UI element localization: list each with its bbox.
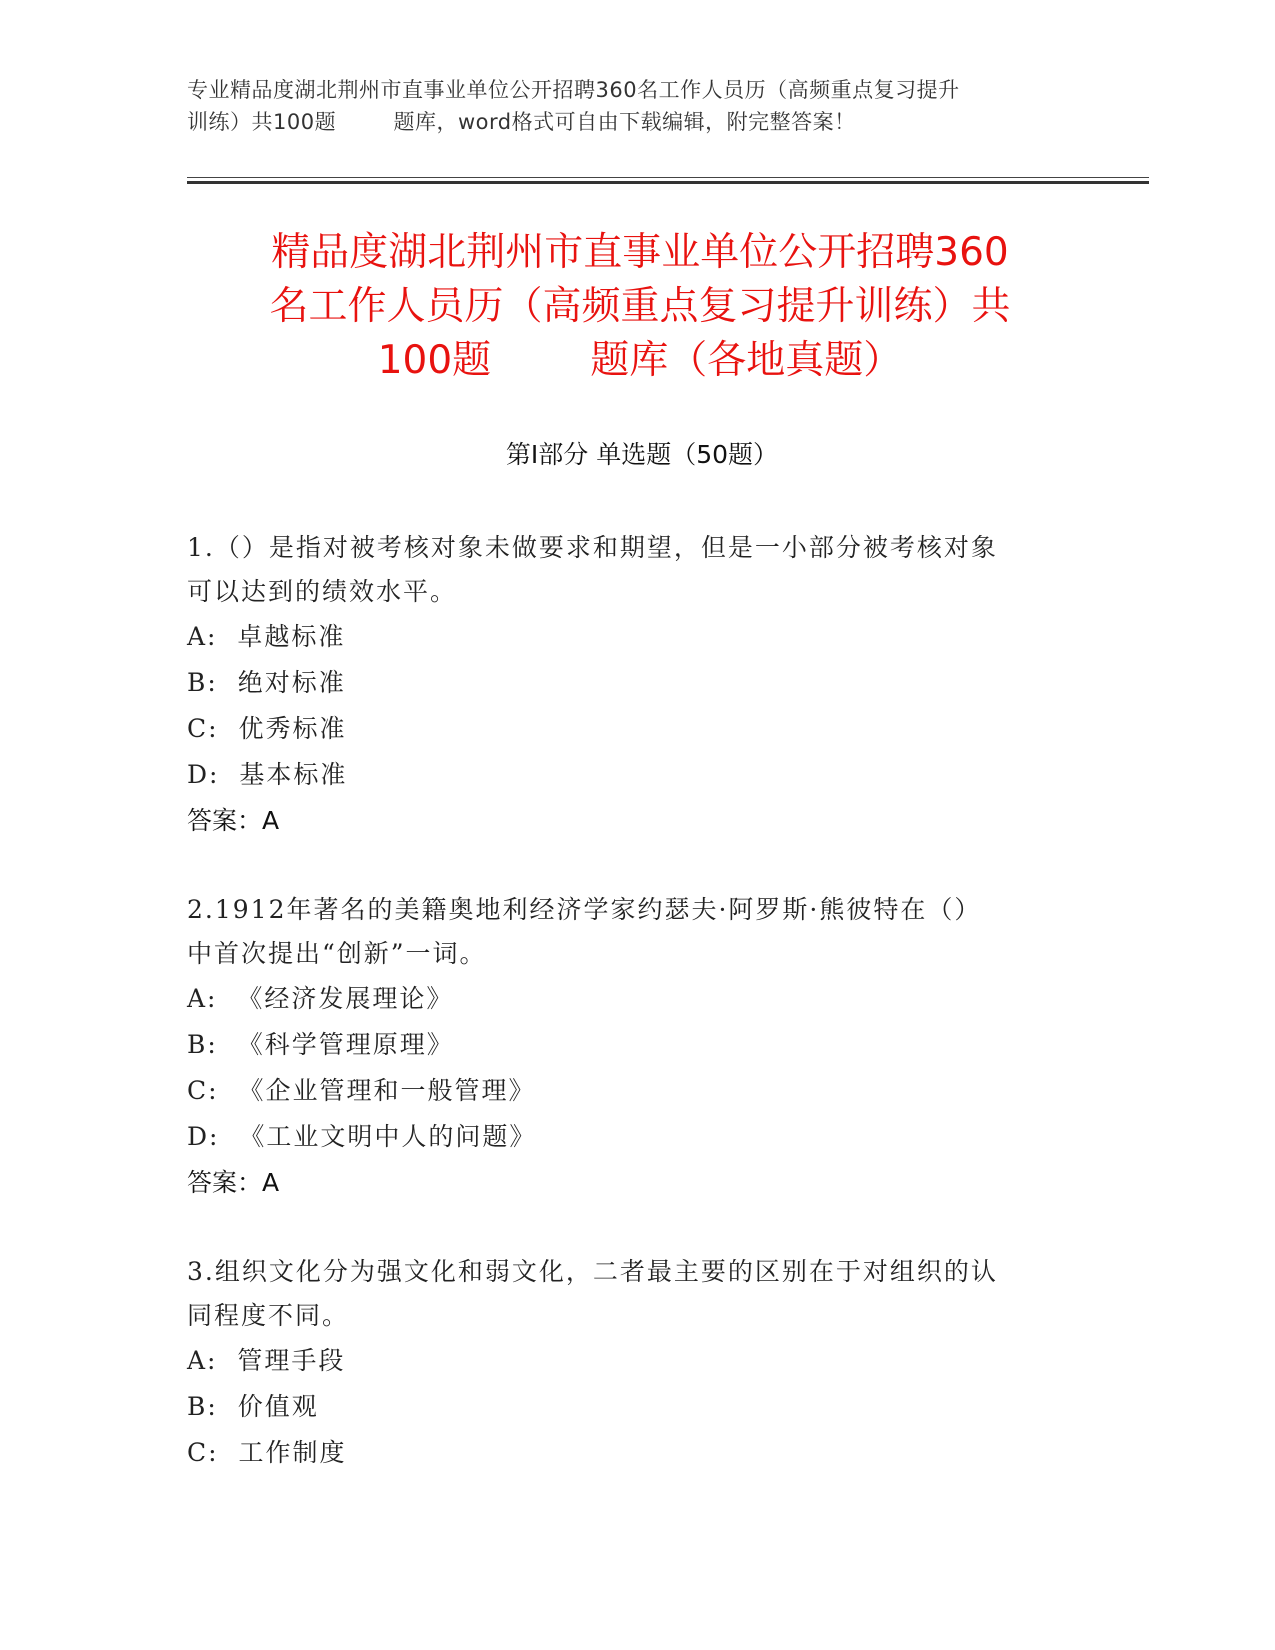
question-stem: 中首次提出“创新”一词。 (187, 939, 487, 968)
header-note (187, 74, 1097, 138)
header-note-line: 专业精品度湖北荆州市直事业单位公开招聘360名工作人员历（高频重点复习提升 (187, 78, 960, 102)
option-d: D: 基本标准 (187, 760, 348, 789)
question-stem: 1.（）是指对被考核对象未做要求和期望，但是一小部分被考核对象 (187, 533, 998, 562)
answer: 答案：A (187, 806, 280, 835)
option-c: C: 《企业管理和一般管理》 (187, 1076, 536, 1105)
option-b: B: 价值观 (187, 1392, 319, 1421)
question-stem: 可以达到的绩效水平。 (187, 577, 458, 606)
title-line: 100题 题库（各地真题） (377, 338, 903, 383)
option-c: C: 工作制度 (187, 1438, 347, 1467)
title-line: 名工作人员历（高频重点复习提升训练）共 (269, 284, 1011, 329)
option-d: D: 《工业文明中人的问题》 (187, 1122, 537, 1151)
section-heading: 第Ⅰ部分 单选题（50题） (505, 440, 779, 469)
option-a: A: 卓越标准 (187, 622, 346, 651)
question-stem: 同程度不同。 (187, 1301, 350, 1330)
option-c: C: 优秀标准 (187, 714, 347, 743)
option-a: A: 管理手段 (187, 1346, 346, 1375)
question-3 (187, 1250, 1067, 1476)
header-divider-thick (187, 181, 1149, 184)
question-1 (187, 526, 1067, 844)
question-stem: 3.组织文化分为强文化和弱文化，二者最主要的区别在于对组织的认 (187, 1257, 998, 1286)
option-b: B: 《科学管理原理》 (187, 1030, 454, 1059)
header-note-line: 训练）共100题 题库，word格式可自由下载编辑，附完整答案！ (187, 110, 856, 134)
question-stem: 2.1912年著名的美籍奥地利经济学家约瑟夫·阿罗斯·熊彼特在（） (187, 895, 982, 924)
option-b: B: 绝对标准 (187, 668, 346, 697)
title-line: 精品度湖北荆州市直事业单位公开招聘360 (271, 230, 1009, 275)
question-2 (187, 888, 1067, 1206)
document-title (160, 226, 1120, 388)
header-divider-thin (187, 177, 1149, 178)
option-a: A: 《经济发展理论》 (187, 984, 454, 1013)
answer: 答案：A (187, 1168, 280, 1197)
